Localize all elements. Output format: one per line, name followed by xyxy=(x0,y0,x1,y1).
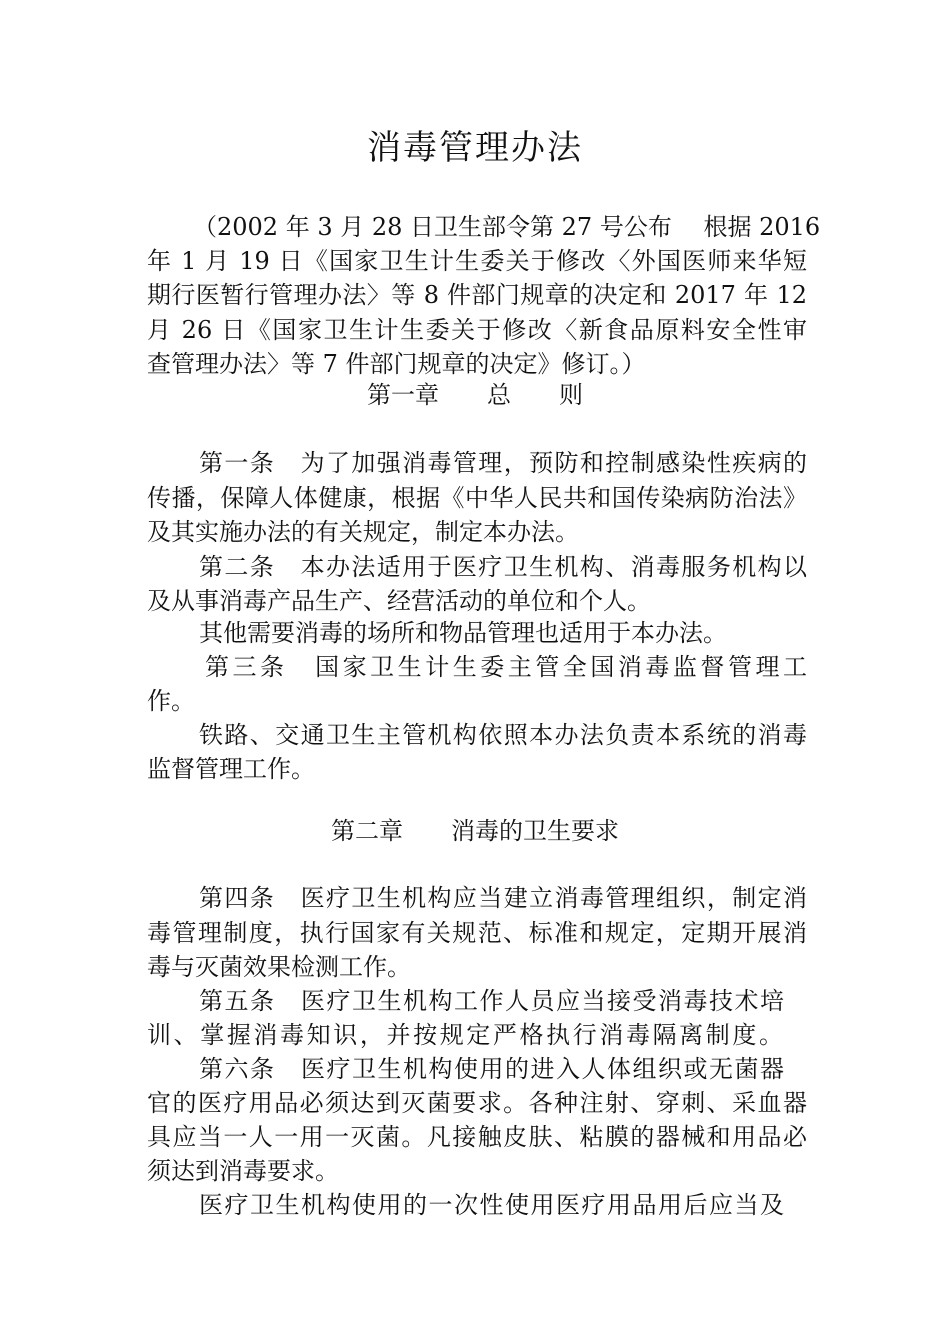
chapter-heading: 第二章 消毒的卫生要求 xyxy=(331,817,619,845)
article-line: 毒与灭菌效果检测工作。 xyxy=(147,953,411,981)
article-line: 训、掌握消毒知识，并按规定严格执行消毒隔离制度。 xyxy=(147,1021,783,1049)
preamble-line: 期行医暂行管理办法〉等 8 件部门规章的决定和 2017 年 12 xyxy=(147,281,807,309)
article-line: 传播，保障人体健康，根据《中华人民共和国传染病防治法》 xyxy=(147,484,807,512)
article-line: 监督管理工作。 xyxy=(147,755,315,783)
article-line: 医疗卫生机构使用的一次性使用医疗用品用后应当及 xyxy=(199,1191,784,1219)
article-line: 第二条 本办法适用于医疗卫生机构、消毒服务机构以 xyxy=(199,553,807,581)
article-line: 铁路、交通卫生主管机构依照本办法负责本系统的消毒 xyxy=(199,721,807,749)
article-line: 及其实施办法的有关规定，制定本办法。 xyxy=(147,518,579,546)
article-line: 官的医疗用品必须达到灭菌要求。各种注射、穿刺、采血器 xyxy=(147,1089,807,1117)
article-line: 第三条 国家卫生计生委主管全国消毒监督管理工 xyxy=(205,653,807,681)
preamble-line: 查管理办法〉等 7 件部门规章的决定》修订。） xyxy=(147,350,646,378)
preamble-line: 年 1 月 19 日《国家卫生计生委关于修改〈外国医师来华短 xyxy=(147,247,807,275)
article-line: 及从事消毒产品生产、经营活动的单位和个人。 xyxy=(147,587,651,615)
article-line: 作。 xyxy=(147,687,195,715)
article-line: 第四条 医疗卫生机构应当建立消毒管理组织，制定消 xyxy=(199,884,807,912)
article-line: 其他需要消毒的场所和物品管理也适用于本办法。 xyxy=(199,619,727,647)
article-line: 第一条 为了加强消毒管理，预防和控制感染性疾病的 xyxy=(199,449,807,477)
preamble-line: （2002 年 3 月 28 日卫生部令第 27 号公布 根据 2016 xyxy=(193,213,821,241)
document-title: 消毒管理办法 xyxy=(367,128,583,168)
article-line: 毒管理制度，执行国家有关规范、标准和规定，定期开展消 xyxy=(147,919,807,947)
chapter-heading: 第一章 总 则 xyxy=(367,381,583,409)
preamble-line: 月 26 日《国家卫生计生委关于修改〈新食品原料安全性审 xyxy=(147,316,807,344)
article-line: 须达到消毒要求。 xyxy=(147,1157,339,1185)
article-line: 第六条 医疗卫生机构使用的进入人体组织或无菌器 xyxy=(199,1055,784,1083)
article-line: 第五条 医疗卫生机构工作人员应当接受消毒技术培 xyxy=(199,987,784,1015)
article-line: 具应当一人一用一灭菌。凡接触皮肤、粘膜的器械和用品必 xyxy=(147,1123,807,1151)
